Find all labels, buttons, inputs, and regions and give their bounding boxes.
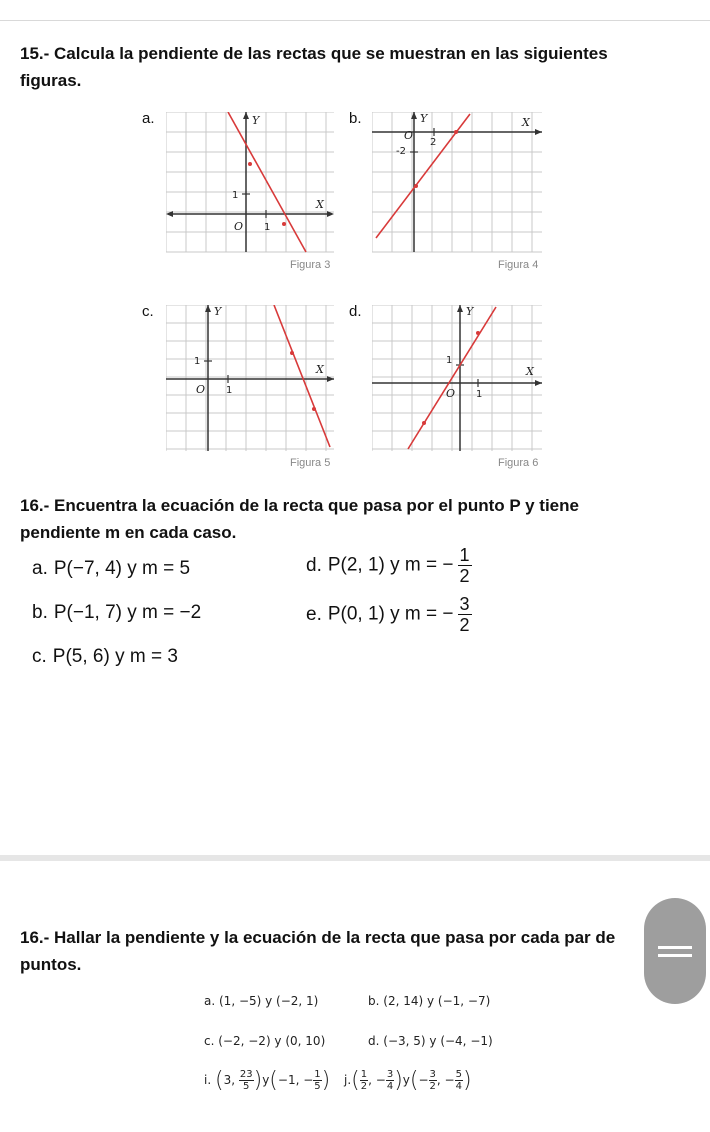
top-divider bbox=[0, 20, 710, 21]
svg-text:1: 1 bbox=[194, 356, 201, 367]
figure-4-caption: Figura 4 bbox=[498, 259, 539, 271]
svg-text:1: 1 bbox=[264, 222, 271, 233]
section-divider bbox=[0, 855, 710, 861]
svg-text:Y: Y bbox=[466, 305, 474, 318]
figure-6-caption: Figura 6 bbox=[498, 457, 539, 469]
svg-text:Y: Y bbox=[420, 112, 428, 125]
svg-text:-2: -2 bbox=[396, 146, 406, 157]
svg-text:1: 1 bbox=[446, 355, 453, 366]
question-15-heading bbox=[20, 40, 700, 94]
q15-title-line2: figuras. bbox=[20, 71, 82, 90]
q15-title-line1: 15.- Calcula la pendiente de las rectas que se muestran en las siguientes bbox=[20, 44, 608, 63]
menu-icon-bar bbox=[658, 954, 692, 957]
exercise-16b-j: j.( $\frac{1}{2}$ , − $\frac{3}{4}$ )y(− $\frac{3}{2}$ , − $\frac{5}{4}$ ) bbox=[344, 1068, 472, 1093]
svg-text:1: 1 bbox=[476, 389, 483, 400]
q16-title-line1: 16.- Encuentra la ecuación de la recta que pasa por el punto P y tiene bbox=[20, 496, 579, 515]
svg-text:1: 1 bbox=[226, 385, 233, 396]
menu-button[interactable] bbox=[644, 898, 706, 1004]
question-16-heading bbox=[20, 492, 700, 546]
figure-5-caption: Figura 5 bbox=[290, 457, 331, 469]
figure-3-graph bbox=[166, 112, 336, 254]
svg-text:O: O bbox=[196, 383, 206, 396]
exercise-16-b: b. P(−1, 7) y m = −2 bbox=[32, 602, 202, 623]
exercise-16-a: a. P(−7, 4) y m = 5 bbox=[32, 558, 191, 579]
exercise-16-d: d. P(2, 1) y m = − $\frac{1}{2}$ bbox=[306, 545, 470, 586]
figure-5-graph bbox=[166, 305, 336, 453]
figure-a-letter: a. bbox=[142, 110, 155, 127]
exercise-16-e: e. P(0, 1) y m = − $\frac{3}{2}$ bbox=[306, 594, 470, 635]
figure-4-graph bbox=[372, 112, 544, 254]
svg-text:1: 1 bbox=[232, 190, 239, 201]
q16b-title-line1: 16.- Hallar la pendiente y la ecuación de la recta que pasa por cada par de bbox=[20, 928, 616, 947]
figure-d-letter: d. bbox=[349, 303, 362, 320]
svg-text:X: X bbox=[522, 116, 530, 129]
exercise-16b-a: a. (1, −5) y (−2, 1) bbox=[204, 994, 319, 1008]
svg-text:2: 2 bbox=[430, 137, 437, 148]
exercise-16b-i: i. (3, $\frac{23}{5}$ )y(−1, − $\frac{1}{5}$ ) bbox=[204, 1068, 331, 1093]
svg-text:X: X bbox=[316, 198, 324, 211]
figure-6-graph bbox=[372, 305, 544, 453]
exercise-16b-d: d. (−3, 5) y (−4, −1) bbox=[368, 1034, 493, 1048]
svg-text:X: X bbox=[316, 363, 324, 376]
exercise-16b-c: c. (−2, −2) y (0, 10) bbox=[204, 1034, 326, 1048]
svg-text:X: X bbox=[526, 365, 534, 378]
figure-c-letter: c. bbox=[142, 303, 154, 320]
svg-text:O: O bbox=[446, 387, 456, 400]
svg-text:O: O bbox=[234, 220, 244, 233]
q16-title-line2: pendiente m en cada caso. bbox=[20, 523, 237, 542]
question-16b-heading bbox=[20, 924, 700, 978]
svg-text:Y: Y bbox=[214, 305, 222, 318]
svg-text:Y: Y bbox=[252, 114, 260, 127]
red-line bbox=[274, 305, 330, 447]
figure-b-letter: b. bbox=[349, 110, 362, 127]
exercise-16-c: c. P(5, 6) y m = 3 bbox=[32, 646, 178, 667]
q16b-title-line2: puntos. bbox=[20, 955, 82, 974]
svg-text:O: O bbox=[404, 129, 414, 142]
figure-3-caption: Figura 3 bbox=[290, 259, 331, 271]
menu-icon-bar bbox=[658, 946, 692, 949]
exercise-16b-b: b. (2, 14) y (−1, −7) bbox=[368, 994, 491, 1008]
